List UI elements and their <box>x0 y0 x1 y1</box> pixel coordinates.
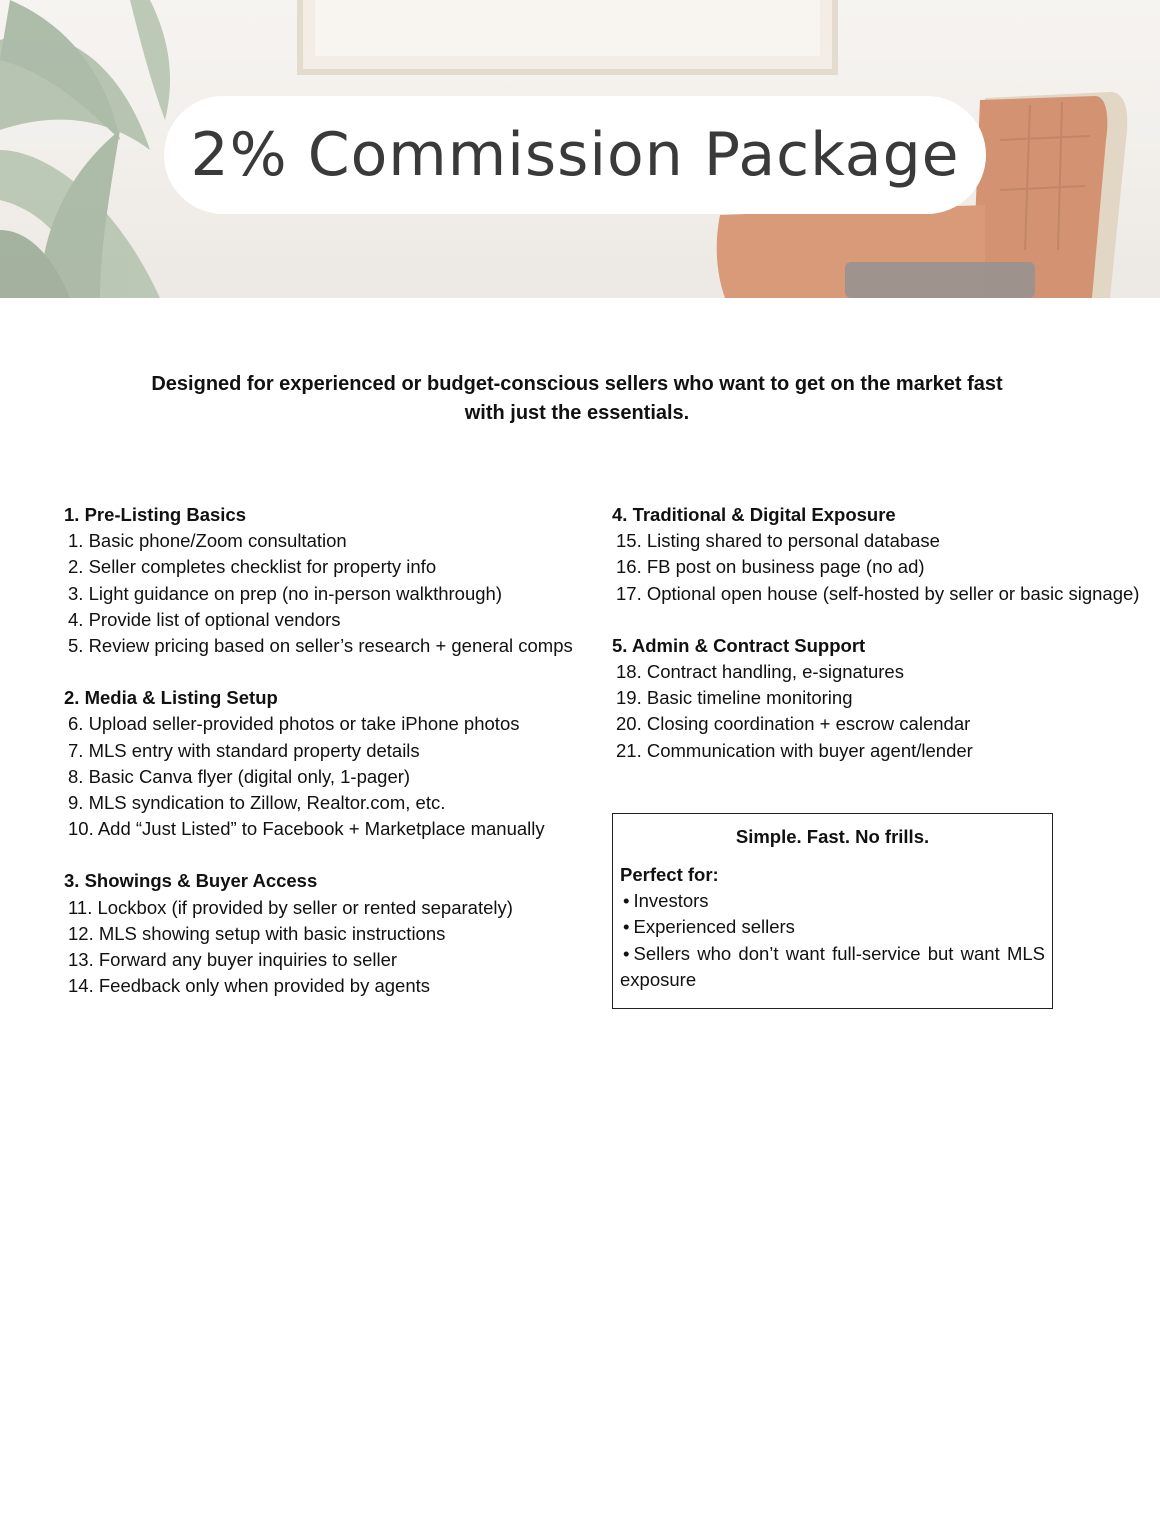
section-media-listing <box>64 685 594 842</box>
list-item: 11. Lockbox (if provided by seller or rented separately) <box>68 896 513 918</box>
section-showings <box>64 868 594 999</box>
list-item: 13. Forward any buyer inquiries to seller <box>68 949 398 971</box>
list-item-text: Experienced sellers <box>633 916 795 938</box>
list-item <box>620 941 1045 993</box>
bullet-icon: • <box>623 890 630 912</box>
list-item: 3. Light guidance on prep (no in-person walkthrough) <box>68 582 503 604</box>
section-admin-contract <box>612 633 1157 764</box>
list-item: 15. Listing shared to personal database <box>616 530 940 552</box>
list-item: 18. Contract handling, e-signatures <box>616 661 904 683</box>
bullet-icon: • <box>623 916 630 938</box>
section-list <box>612 528 1157 607</box>
list-item: 12. MLS showing setup with basic instructions <box>68 922 446 944</box>
list-item: 7. MLS entry with standard property details <box>68 739 420 761</box>
list-item <box>620 914 1045 940</box>
list-item: 14. Feedback only when provided by agents <box>68 975 431 997</box>
section-exposure <box>612 502 1157 607</box>
section-list <box>64 895 594 1000</box>
section-heading: 4. Traditional & Digital Exposure <box>612 504 896 525</box>
list-item-text: Sellers who don’t want full-service but want MLS exposure <box>620 942 1045 990</box>
list-item: 17. Optional open house (self-hosted by seller or basic signage) <box>616 582 1140 604</box>
section-heading: 3. Showings & Buyer Access <box>64 870 318 892</box>
right-column <box>612 502 1157 790</box>
intro-text <box>130 370 1024 428</box>
section-list <box>64 711 594 842</box>
list-item: 16. FB post on business page (no ad) <box>616 556 925 578</box>
bullet-icon: • <box>623 942 630 964</box>
list-item: 1. Basic phone/Zoom consultation <box>68 530 347 552</box>
page-title: 2% Commission Package <box>190 120 960 190</box>
list-item: 20. Closing coordination + escrow calendar <box>616 713 971 735</box>
list-item: 5. Review pricing based on seller’s research + general comps <box>68 635 573 657</box>
list-item: 8. Basic Canva flyer (digital only, 1-pager) <box>68 765 411 787</box>
intro-line-1: Designed for experienced or budget-conscious sellers who want to get on the market fast <box>151 373 1003 395</box>
list-item: 2. Seller completes checklist for property info <box>68 556 437 578</box>
summary-title: Simple. Fast. No frills. <box>735 826 930 847</box>
perfect-for-label: Perfect for: <box>620 864 719 885</box>
list-item: 4. Provide list of optional vendors <box>68 608 341 630</box>
title-pill <box>164 96 986 214</box>
section-heading: 1. Pre-Listing Basics <box>64 504 246 525</box>
section-heading: 2. Media & Listing Setup <box>64 687 278 709</box>
left-column <box>64 502 594 1025</box>
list-item: 9. MLS syndication to Zillow, Realtor.com, etc. <box>68 792 446 814</box>
list-item: 10. Add “Just Listed” to Facebook + Marketplace manually <box>68 818 545 840</box>
section-heading: 5. Admin & Contract Support <box>612 634 866 656</box>
section-list <box>612 659 1157 764</box>
section-pre-listing <box>64 502 594 659</box>
section-list <box>64 528 594 659</box>
list-item <box>620 888 1045 914</box>
list-item: 21. Communication with buyer agent/lender <box>616 739 973 761</box>
hero-banner <box>0 0 1160 298</box>
intro-line-2: with just the essentials. <box>464 402 690 424</box>
summary-box <box>612 813 1053 1009</box>
perfect-for-list <box>620 888 1045 993</box>
list-item: 6. Upload seller-provided photos or take iPhone photos <box>68 713 520 735</box>
list-item-text: Investors <box>633 890 709 912</box>
list-item: 19. Basic timeline monitoring <box>616 687 853 709</box>
